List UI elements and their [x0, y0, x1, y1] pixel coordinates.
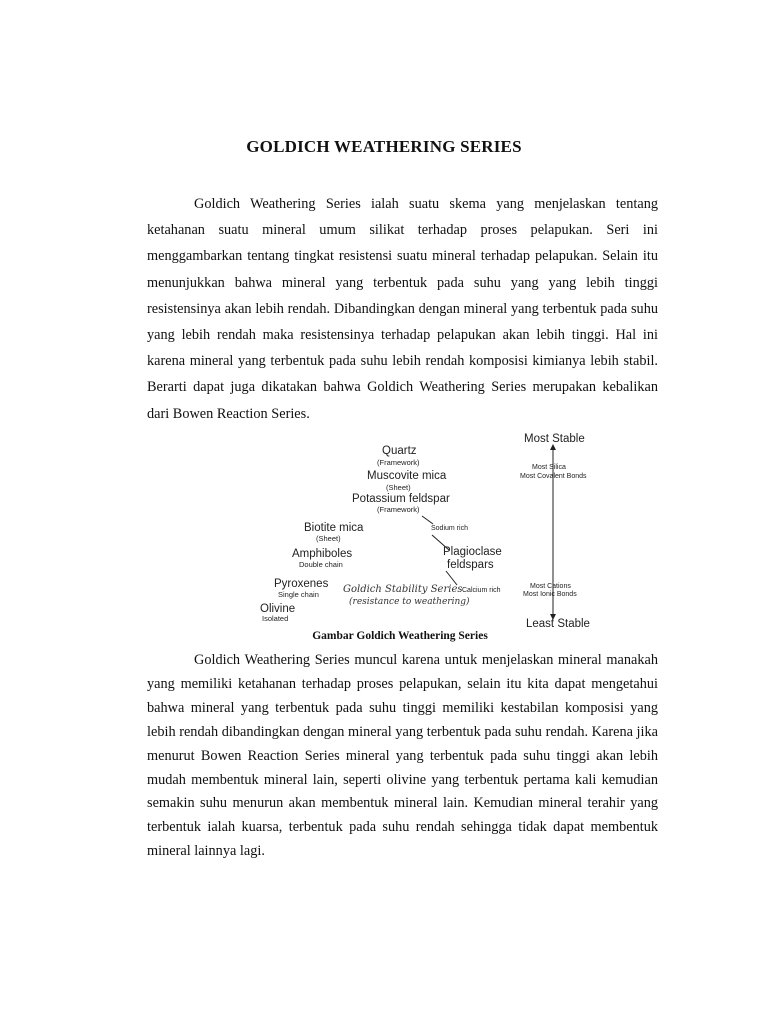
- most-covalent-label: Most Covalent Bonds: [520, 473, 587, 480]
- muscovite-structure: (Sheet): [386, 483, 411, 492]
- olivine-label: Olivine: [260, 603, 296, 615]
- figure-caption: Gambar Goldich Weathering Series: [312, 630, 488, 642]
- most-stable-label: Most Stable: [524, 433, 585, 445]
- calcium-rich-label: Calcium rich: [462, 587, 501, 594]
- quartz-structure: (Framework): [377, 458, 420, 467]
- amphiboles-structure: Double chain: [299, 560, 343, 569]
- sodium-rich-label: Sodium rich: [431, 525, 468, 532]
- resistance-label: (resistance to weathering): [349, 597, 470, 607]
- biotite-structure: (Sheet): [316, 534, 341, 543]
- most-ionic-label: Most Ionic Bonds: [523, 591, 577, 598]
- amphiboles-label: Amphiboles: [292, 548, 353, 560]
- muscovite-label: Muscovite mica: [367, 470, 447, 482]
- paragraph-intro: Goldich Weathering Series ialah suatu skema yang menjelaskan tentang ketahanan suatu mineral umum silikat terhadap proses pelapukan. Seri ini menggambarkan tentang tingkat resistensi suatu mineral terhadap pelapukan. Selain itu menunjukkan bahwa mineral yang terbentuk pada suhu yang yang lebih tinggi resistensinya akan lebih rendah. Dibandingkan dengan mineral yang terbentuk pada suhu yang lebih rendah maka resistensinya terhadap pelapukan akan lebih tinggi. Hal ini karena mineral yang terbentuk pada suhu lebih rendah komposisi kimianya lebih stabil. Berarti dapat juga dikatakan bahwa Goldich Weathering Series merupakan kebalikan dari Bowen Reaction Series.: [147, 196, 658, 422]
- calcium-connector: [446, 571, 457, 585]
- page-title: GOLDICH WEATHERING SERIES: [246, 137, 522, 156]
- pyroxenes-structure: Single chain: [278, 590, 319, 599]
- least-stable-label: Least Stable: [526, 618, 590, 630]
- biotite-label: Biotite mica: [304, 522, 364, 534]
- kfeldspar-label: Potassium feldspar: [352, 493, 450, 505]
- kfeldspar-connector: [422, 516, 433, 524]
- plagioclase-label-1: Plagioclase: [443, 546, 502, 558]
- most-silica-label: Most Silica: [532, 464, 566, 471]
- plagioclase-label-2: feldspars: [447, 559, 494, 571]
- kfeldspar-structure: (Framework): [377, 505, 420, 514]
- paragraph-explanation: Goldich Weathering Series muncul karena untuk menjelaskan mineral manakah yang memiliki ketahanan terhadap proses pelapukan, selain itu kita dapat mengetahui bahwa mineral yang terbentuk pada suhu tinggi memiliki kestabilan komposisi yang lebih rendah dibandingkan dengan mineral yang terbentuk pada suhu rendah. Karena jika menurut Bowen Reaction Series mineral yang terbentuk pada suhu tinggi akan lebih mudah membentuk mineral lain, seperti olivine yang terbentuk pertama kali kemudian semakin suhu menurun akan membentuk mineral lain. Kemudian mineral terahir yang terbentuk ialah kuarsa, terbentuk pada suhu rendah sehingga tidak dapat membentuk mineral lainnya lagi.: [147, 652, 658, 860]
- quartz-label: Quartz: [382, 445, 417, 457]
- stability-series-label: Goldich Stability Series: [343, 584, 463, 595]
- pyroxenes-label: Pyroxenes: [274, 578, 329, 590]
- olivine-structure: Isolated: [262, 614, 289, 623]
- goldich-diagram: [250, 428, 620, 633]
- most-cations-label: Most Cations: [530, 583, 571, 590]
